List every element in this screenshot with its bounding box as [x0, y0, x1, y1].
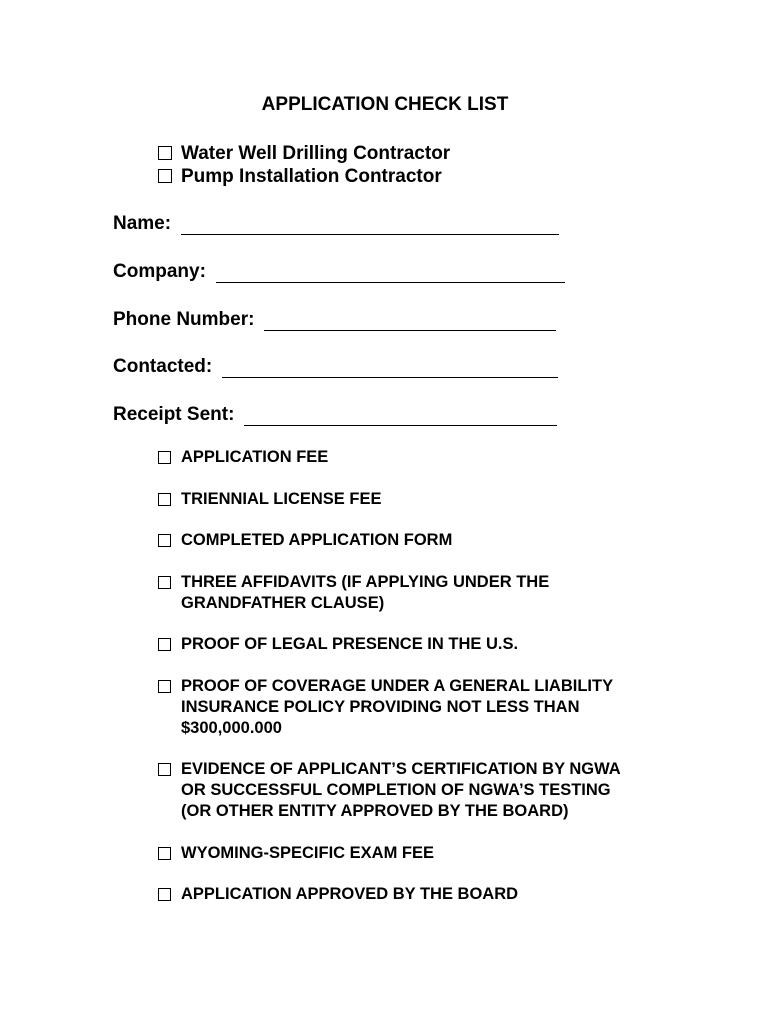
phone-line[interactable]	[264, 312, 556, 331]
phone-field	[113, 309, 556, 331]
checkbox-icon[interactable]	[158, 169, 172, 183]
receipt-label: Receipt Sent:	[113, 404, 235, 425]
checklist-item[interactable]	[158, 489, 678, 510]
checkbox-icon[interactable]	[158, 534, 171, 547]
checklist-item[interactable]	[158, 572, 678, 614]
checklist-item-line: THREE AFFIDAVITS (IF APPLYING UNDER THE	[181, 572, 550, 591]
checklist-item-text	[181, 572, 549, 614]
phone-label: Phone Number:	[113, 309, 255, 330]
contractor-type-list	[158, 142, 450, 188]
checklist-item-line: PROOF OF LEGAL PRESENCE IN THE U.S.	[181, 635, 519, 653]
name-line[interactable]	[181, 216, 559, 235]
checkbox-icon[interactable]	[158, 638, 171, 651]
checklist-item-line: INSURANCE POLICY PROVIDING NOT LESS THAN	[181, 697, 580, 716]
checklist-item-text	[181, 634, 518, 655]
checklist-item-line: $300,000.000	[181, 718, 282, 737]
company-label: Company:	[113, 261, 206, 282]
checkbox-icon[interactable]	[158, 576, 171, 589]
receipt-field	[113, 404, 557, 426]
checklist-item[interactable]	[158, 676, 678, 739]
checklist-item-text	[181, 884, 518, 905]
checklist-item[interactable]	[158, 530, 678, 551]
checkbox-icon[interactable]	[158, 763, 171, 776]
contractor-type-label: Pump Installation Contractor	[181, 166, 442, 187]
checklist-item-text	[181, 843, 434, 864]
contacted-field	[113, 356, 558, 378]
receipt-line[interactable]	[244, 407, 557, 426]
checklist-item[interactable]	[158, 447, 678, 468]
checklist-item-line: EVIDENCE OF APPLICANT’S CERTIFICATION BY NGWA	[181, 760, 621, 778]
checklist-item-line: (OR OTHER ENTITY APPROVED BY THE BOARD)	[181, 802, 569, 820]
contractor-type-pump-installation[interactable]	[158, 165, 450, 188]
checklist-item-text	[181, 759, 621, 822]
checklist-item-line: TRIENNIAL LICENSE FEE	[181, 489, 382, 508]
checkbox-icon[interactable]	[158, 680, 171, 693]
checklist-item-line: PROOF OF COVERAGE UNDER A GENERAL LIABILITY	[181, 676, 614, 695]
checkbox-icon[interactable]	[158, 493, 171, 506]
checklist-item-text	[181, 447, 328, 468]
name-label: Name:	[113, 213, 172, 234]
checklist-item[interactable]	[158, 634, 678, 655]
checklist-item-text	[181, 530, 452, 551]
contacted-line[interactable]	[222, 359, 558, 378]
checkbox-icon[interactable]	[158, 888, 171, 901]
contractor-type-label: Water Well Drilling Contractor	[181, 143, 451, 164]
company-line[interactable]	[216, 264, 565, 283]
checklist-item[interactable]	[158, 759, 678, 822]
checklist	[158, 447, 678, 926]
page-title: APPLICATION CHECK LIST	[261, 94, 509, 115]
checklist-item-line: APPLICATION FEE	[181, 448, 329, 466]
checklist-item-line: COMPLETED APPLICATION FORM	[181, 531, 453, 549]
checklist-item-line: GRANDFATHER CLAUSE)	[181, 593, 385, 612]
checklist-item-line: WYOMING-SPECIFIC EXAM FEE	[181, 843, 435, 862]
checkbox-icon[interactable]	[158, 451, 171, 464]
checklist-item-text	[181, 676, 613, 739]
checkbox-icon[interactable]	[158, 847, 171, 860]
company-field	[113, 261, 565, 283]
contacted-label: Contacted:	[113, 356, 213, 377]
checklist-item[interactable]	[158, 843, 678, 864]
checklist-item[interactable]	[158, 884, 678, 905]
name-field	[113, 213, 559, 235]
checkbox-icon[interactable]	[158, 146, 172, 160]
checklist-item-line: OR SUCCESSFUL COMPLETION OF NGWA’S TESTING	[181, 781, 611, 799]
contractor-type-water-well[interactable]	[158, 142, 450, 165]
checklist-item-line: APPLICATION APPROVED BY THE BOARD	[181, 885, 519, 903]
checklist-item-text	[181, 489, 381, 510]
